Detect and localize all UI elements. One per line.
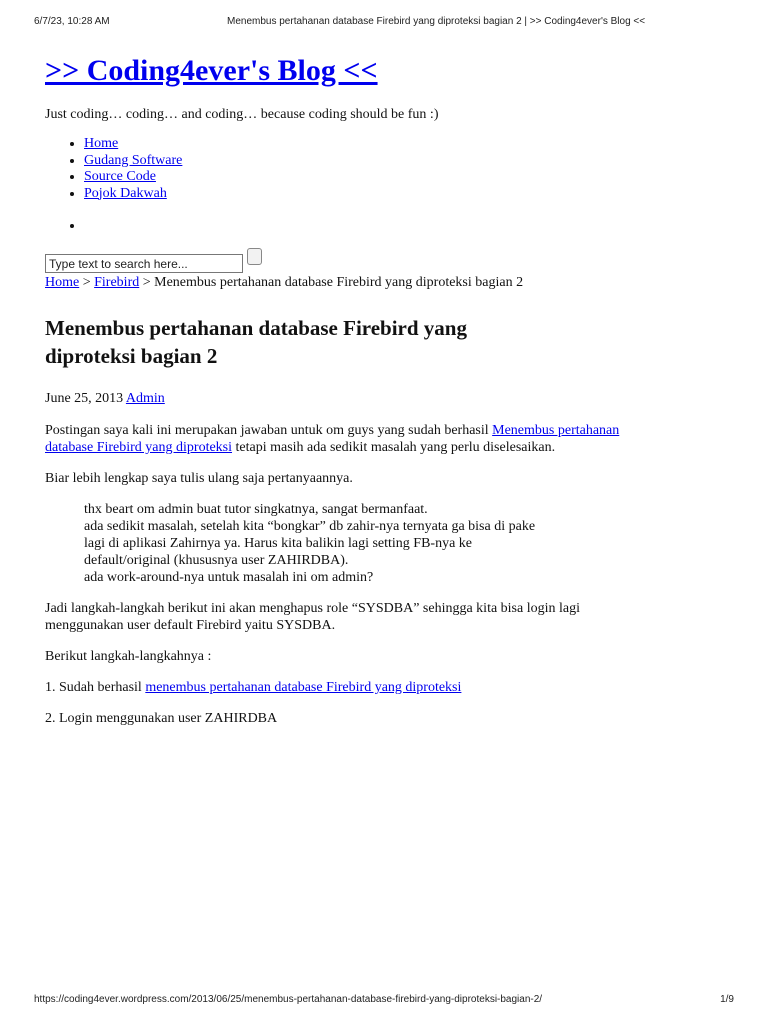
empty-list [45,218,625,234]
post-title: Menembus pertahanan database Firebird yang diproteksi bagian 2 [45,316,467,368]
nav-item-gudang-software [84,153,625,170]
breadcrumb-current: Menembus pertahanan database Firebird yang diproteksi bagian 2 [154,275,524,290]
step-link[interactable]: menembus pertahanan database Firebird yang diproteksi [145,680,462,695]
site-title [45,52,625,90]
print-page-number: 1/9 [720,994,734,1005]
nav-item-home [84,136,625,153]
nav-item-source-code [84,169,625,186]
step-text: 1. Sudah berhasil [45,680,146,695]
quote-line: ada sedikit masalah, setelah kita “bongkar” db zahir-nya ternyata ga bisa di pake lagi di aplikasi Zahirnya ya. Harus kita balikin lagi setting FB-nya ke default/original (khususnya user ZAHIRDBA). [84,519,536,568]
inline-link-previous-post[interactable]: Menembus pertahanan database Firebird yang diproteksi [45,423,620,455]
nav-link-gudang-software[interactable]: Gudang Software [84,152,183,168]
nav-link-source-code[interactable]: Source Code [84,169,156,184]
site-tagline: Just coding… coding… and coding… because coding should be fun :) [45,107,439,122]
main-nav [45,136,625,202]
breadcrumb-category-link[interactable]: Firebird [94,275,140,290]
print-header [34,16,734,30]
page-content [45,52,625,727]
post-paragraph: Jadi langkah-langkah berikut ini akan menghapus role “SYSDBA” sehingga kita bisa login lagi menggunakan user default Firebird yaitu SYSDBA. [45,601,580,633]
breadcrumb [45,274,625,292]
quote-line: thx beart om admin buat tutor singkatnya, sangat bermanfaat. [84,502,428,517]
reader-question-quote [84,501,554,586]
post-paragraph: Biar lebih lengkap saya tulis ulang saja pertanyaannya. [45,471,353,486]
post-author-link[interactable]: Admin [125,391,165,406]
search-input[interactable] [45,254,243,273]
empty-list-item [84,218,625,234]
search-button[interactable] [247,248,262,265]
nav-link-home[interactable]: Home [84,136,119,151]
breadcrumb-home-link[interactable]: Home [45,275,80,290]
search-form [45,248,625,270]
print-page-title: Menembus pertahanan database Firebird yang diproteksi bagian 2 | >> Coding4ever's Blog << [227,16,646,27]
site-title-link[interactable]: >> Coding4ever's Blog << [45,54,378,87]
nav-link-pojok-dakwah[interactable]: Pojok Dakwah [84,185,167,201]
step-item: 2. Login menggunakan user ZAHIRDBA [45,711,278,726]
breadcrumb-separator: > [139,275,155,290]
print-date: 6/7/23, 10:28 AM [34,16,110,27]
post-date: June 25, 2013 [45,391,124,406]
paragraph-text: tetapi masih ada sedikit masalah yang perlu diselesaikan. [232,440,556,455]
post-meta [45,390,625,408]
paragraph-text: Postingan saya kali ini merupakan jawaban untuk om guys yang sudah berhasil [45,423,493,438]
print-footer [34,994,734,1008]
post-paragraph: Berikut langkah-langkahnya : [45,649,212,664]
step-item [45,679,625,696]
print-url: https://coding4ever.wordpress.com/2013/06/25/menembus-pertahanan-database-firebird-yang-diproteksi-bagian-2/ [34,994,543,1005]
nav-item-pojok-dakwah [84,186,625,203]
quote-line: ada work-around-nya untuk masalah ini om admin? [84,570,374,585]
post-paragraph [45,422,625,456]
breadcrumb-separator: > [79,275,95,290]
